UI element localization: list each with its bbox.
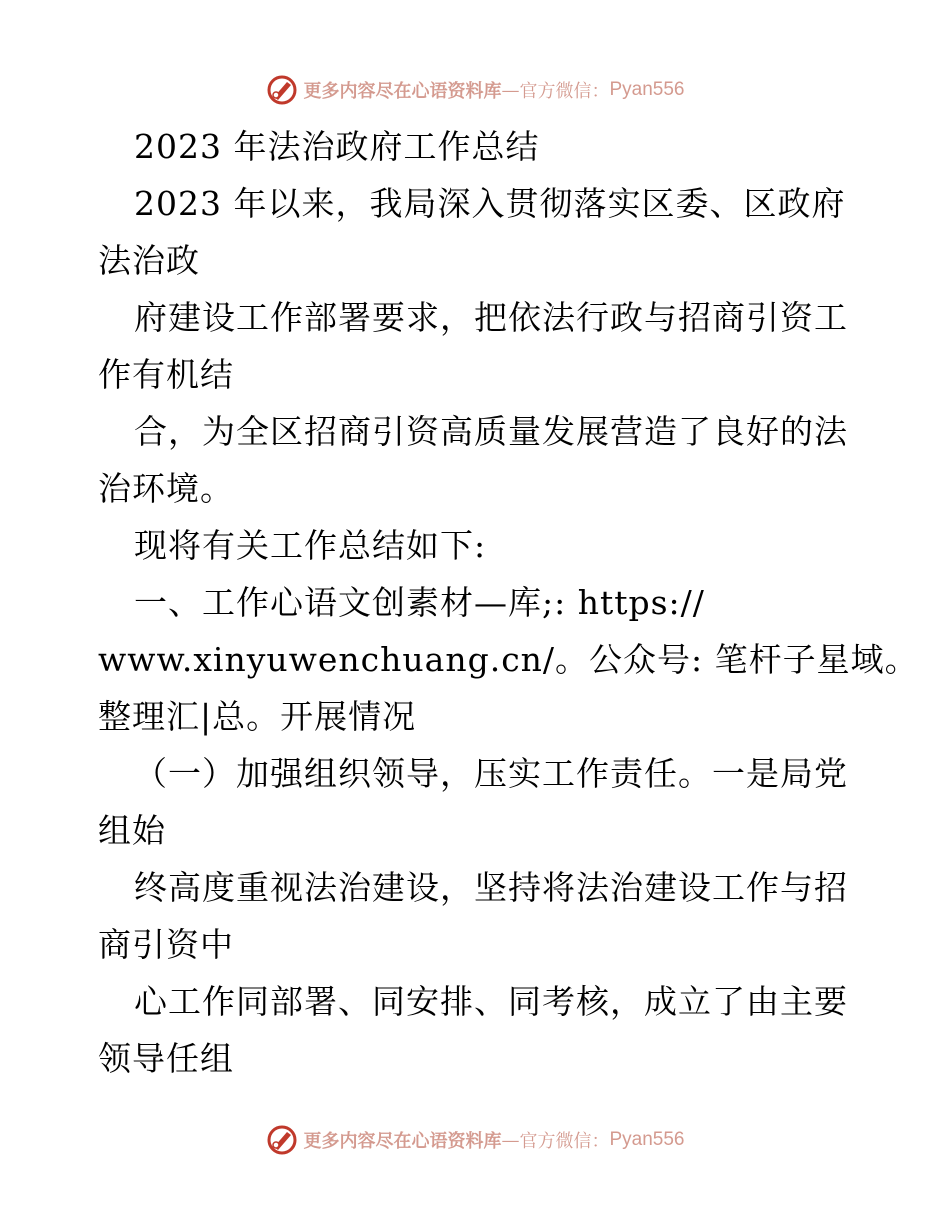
text-line: 作有机结 [98,355,234,394]
banner-separator: — [501,1129,520,1151]
text-line: 2023 年法治政府工作总结 [134,127,540,166]
text-line: （一）加强组织领导，压实工作责任。一是局党 [134,754,848,793]
text-line: 2023 年以来，我局深入贯彻落实区委、区政府 [134,184,846,223]
banner-wechat-handle: Pyan556 [609,79,685,100]
banner-wechat-label: 官方微信： [519,81,610,102]
document-body [98,118,919,1087]
footer-banner [0,1120,950,1160]
text-line: 终高度重视法治建设，坚持将法治建设工作与招 [134,868,848,907]
text-line: 组始 [98,811,166,850]
text-line: 一、工作心语文创素材—库;: https:// [134,583,705,622]
banner-brand: 更多内容尽在心语资料库 [303,81,502,102]
text-line: 法治政 [98,241,200,280]
text-line: 合，为全区招商引资高质量发展营造了良好的法 [134,412,848,451]
header-banner [0,70,950,110]
text-line: www.xinyuwenchuang.cn/。公众号: 笔杆子星域。 [98,640,919,679]
pen-circle-logo-icon [265,1123,299,1157]
pen-circle-logo-icon [265,73,299,107]
banner-brand: 更多内容尽在心语资料库 [303,1131,502,1152]
banner-separator: — [501,79,520,101]
text-line: 领导任组 [98,1039,234,1078]
text-line: 整理汇|总。开展情况 [98,697,417,736]
text-line: 商引资中 [98,925,234,964]
text-line: 府建设工作部署要求，把依法行政与招商引资工 [134,298,848,337]
text-line: 心工作同部署、同安排、同考核，成立了由主要 [134,982,848,1021]
text-line: 现将有关工作总结如下: [134,526,487,565]
banner-wechat-handle: Pyan556 [609,1129,685,1150]
banner-wechat-label: 官方微信： [519,1131,610,1152]
text-line: 治环境。 [98,469,234,508]
